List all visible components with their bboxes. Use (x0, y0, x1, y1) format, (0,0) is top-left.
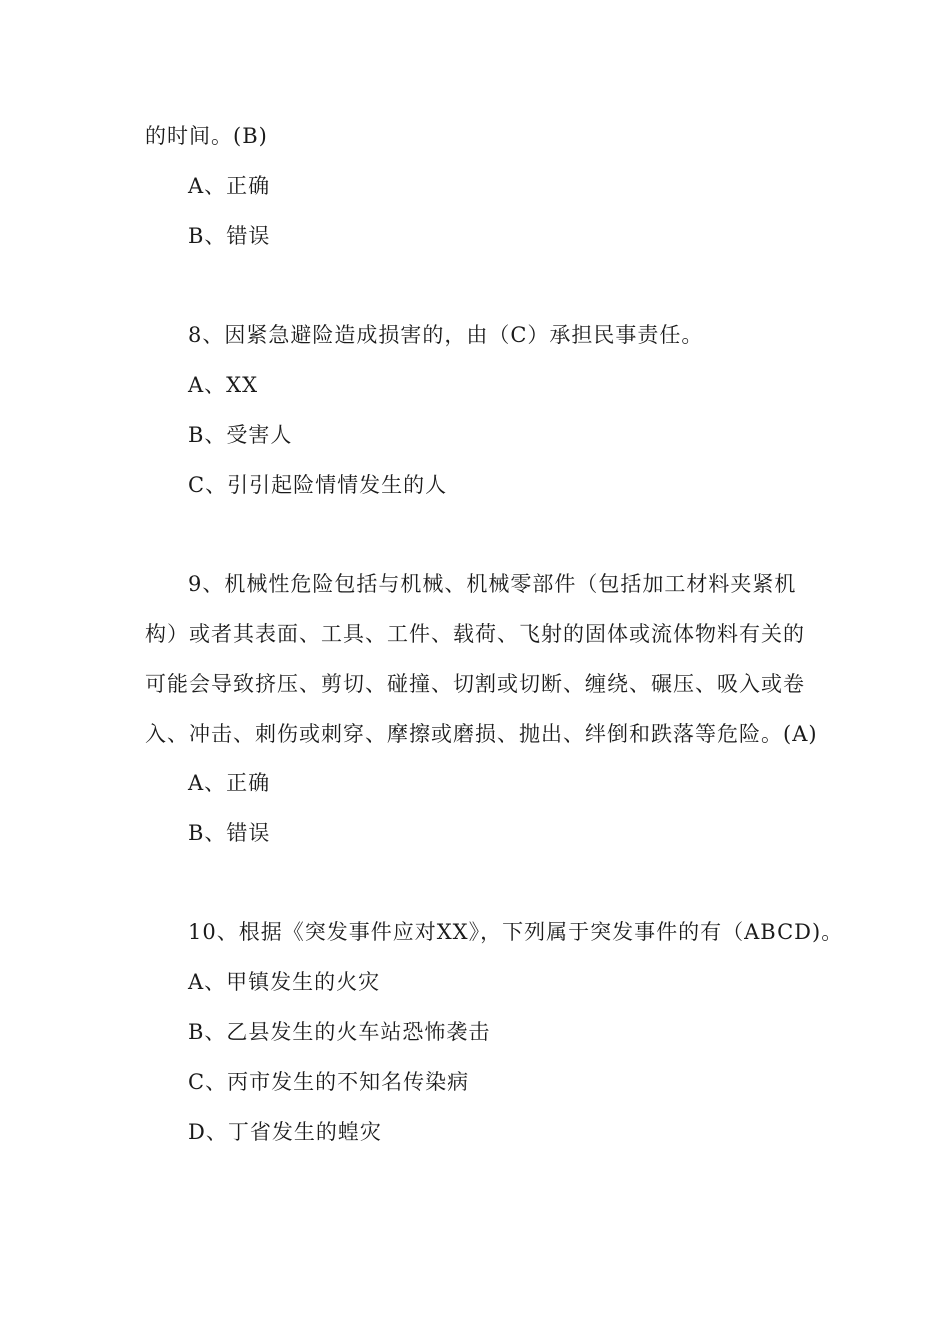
q8-option-a: A、XX (188, 373, 259, 397)
q7-stem-tail: 的时间。(B) (145, 124, 268, 148)
q9-option-b: B、错误 (188, 821, 271, 845)
q10-stem: 10、根据《突发事件应对XX》，下列属于突发事件的有（ABCD)。 (188, 920, 844, 944)
q9-stem-line-4: 入、冲击、刺伤或刺穿、摩擦或磨损、抛出、绊倒和跌落等危险。(A) (145, 722, 818, 746)
q9-stem-line-3: 可能会导致挤压、剪切、碰撞、切割或切断、缠绕、碾压、吸入或卷 (145, 672, 805, 696)
q9-stem-line-2: 构）或者其表面、工具、工件、载荷、飞射的固体或流体物料有关的 (145, 622, 805, 646)
q10-option-c: C、丙市发生的不知名传染病 (188, 1070, 470, 1094)
q10-option-a: A、甲镇发生的火灾 (188, 970, 381, 994)
q9-option-a: A、正确 (188, 771, 271, 795)
q8-stem: 8、因紧急避险造成损害的，由（C）承担民事责任。 (188, 323, 704, 347)
q7-option-b: B、错误 (188, 224, 271, 248)
q10-option-d: D、丁省发生的蝗灾 (188, 1120, 382, 1144)
q7-option-a: A、正确 (188, 174, 271, 198)
q8-option-b: B、受害人 (188, 423, 293, 447)
q8-option-c: C、引引起险情情发生的人 (188, 473, 448, 497)
q10-option-b: B、乙县发生的火车站恐怖袭击 (188, 1020, 491, 1044)
q9-stem-line-1: 9、机械性危险包括与机械、机械零部件（包括加工材料夹紧机 (188, 572, 797, 596)
